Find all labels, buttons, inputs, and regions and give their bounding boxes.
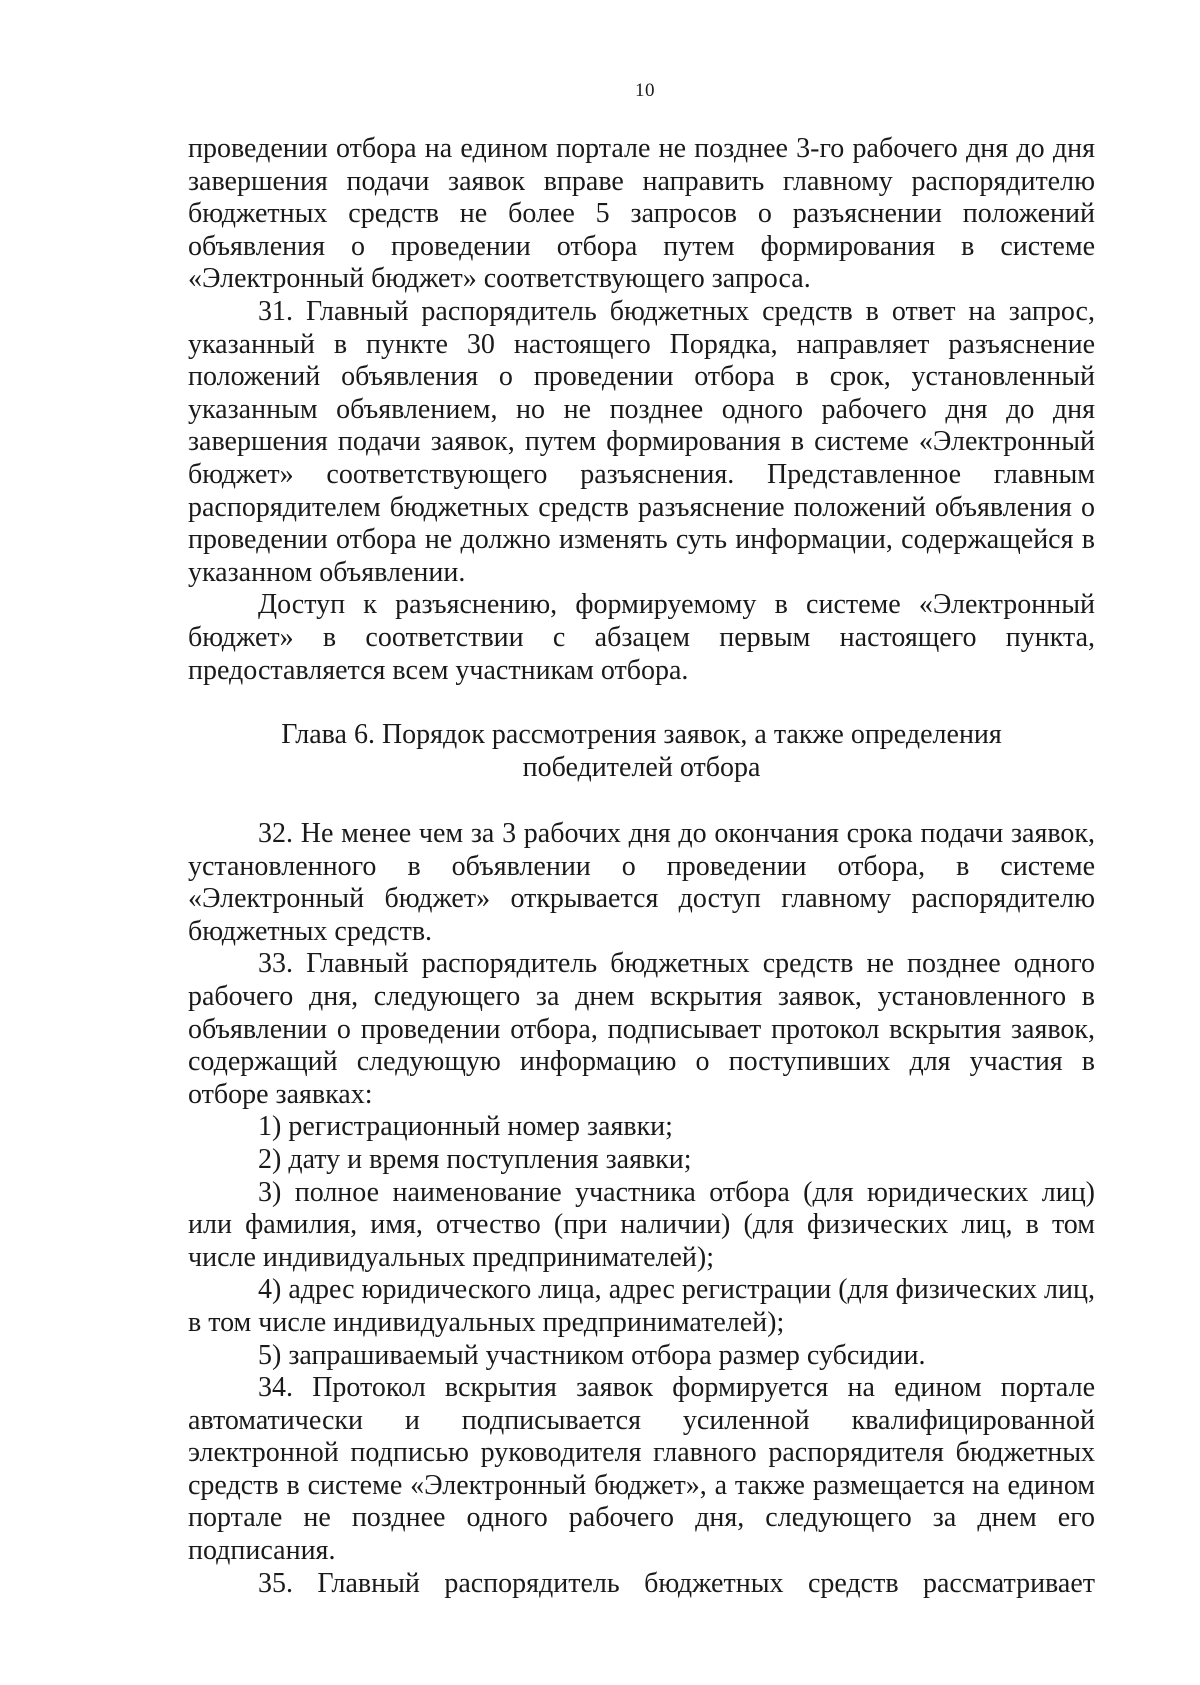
text-block-bottom xyxy=(188,818,1095,1600)
page-number: 10 xyxy=(635,80,655,101)
list-item-3: 3) полное наименование участника отбора (для юридических лиц) или фамилия, имя, отчество (при наличии) (для физических лиц, в том числе индивидуальных предпринимателей); xyxy=(188,1176,1095,1273)
chapter-heading xyxy=(188,718,1095,784)
paragraph-33: 33. Главный распорядитель бюджетных средств не позднее одного рабочего дня, следующего за днем вскрытия заявок, установленного в объявлении о проведении отбора, подписывает протокол вскрытия заявок, содержащий следующую информацию о поступивших для участия в отборе заявках: xyxy=(188,948,1095,1110)
chapter-heading-line2: победителей отбора xyxy=(522,752,761,783)
list-item-5: 5) запрашиваемый участником отбора размер субсидии. xyxy=(258,1339,926,1371)
text-block-top xyxy=(188,133,1095,687)
paragraph-continuation: проведении отбора на едином портале не позднее 3-го рабочего дня до дня завершения подачи заявок вправе направить главному распорядителю бюджетных средств не более 5 запросов о разъяснении положений объявления о проведении отбора путем формирования в системе «Электронный бюджет» соответствующего запроса. xyxy=(188,133,1095,295)
list-item-4: 4) адрес юридического лица, адрес регистрации (для физических лиц, в том числе индивидуальных предпринимателей); xyxy=(188,1274,1095,1338)
list-item-1: 1) регистрационный номер заявки; xyxy=(258,1111,673,1143)
paragraph-31-access: Доступ к разъяснению, формируемому в системе «Электронный бюджет» в соответствии с абзацем первым настоящего пункта, предоставляется всем участникам отбора. xyxy=(188,589,1095,686)
paragraph-31: 31. Главный распорядитель бюджетных средств в ответ на запрос, указанный в пункте 30 настоящего Порядка, направляет разъяснение положений объявления о проведении отбора в срок, установленный указанным объявлением, но не позднее одного рабочего дня до дня завершения подачи заявок, путем формирования в системе «Электронный бюджет» соответствующего разъяснения. Представленное главным распорядителем бюджетных средств разъяснение положений объявления о проведении отбора не должно изменять суть информации, содержащейся в указанном объявлении. xyxy=(188,295,1095,588)
paragraph-34: 34. Протокол вскрытия заявок формируется на едином портале автоматически и подписывается усиленной квалифицированной электронной подписью руководителя главного распорядителя бюджетных средств в системе «Электронный бюджет», а также размещается на едином портале не позднее одного рабочего дня, следующего за днем его подписания. xyxy=(188,1372,1095,1567)
list-item-2: 2) дату и время поступления заявки; xyxy=(258,1143,692,1175)
paragraph-32: 32. Не менее чем за 3 рабочих дня до окончания срока подачи заявок, установленного в объявлении о проведении отбора, в системе «Электронный бюджет» открывается доступ главному распорядителю бюджетных средств. xyxy=(188,818,1095,947)
chapter-heading-line1: Глава 6. Порядок рассмотрения заявок, а также определения xyxy=(281,719,1002,750)
paragraph-35: 35. Главный распорядитель бюджетных средств рассматривает xyxy=(258,1567,1095,1599)
